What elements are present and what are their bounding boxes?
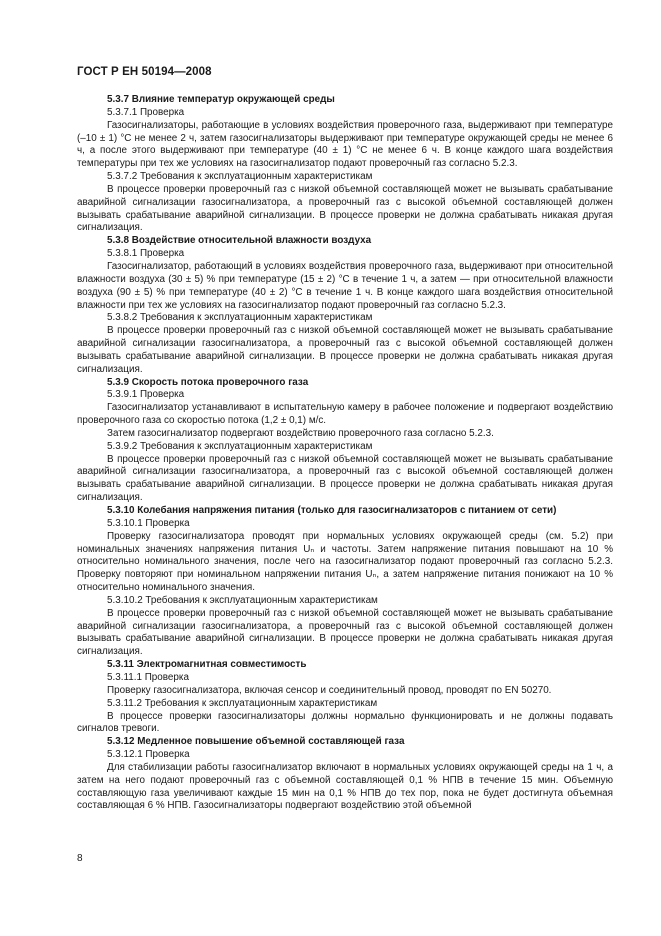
paragraph: 5.3.10.2 Требования к эксплуатационным характеристикам [107,594,378,606]
section-heading: 5.3.11 Электромагнитная совместимость [107,659,307,671]
paragraph: В процессе проверки проверочный газ с низкой объемной составляющей может не вызывать срабатывание аварийной сигнализации газосигнализатора, а проверочный газ с высокой объемной составляющей должен вызывать срабатывание аварийной сигнализации. В процессе проверки не должна срабатывать никакая другая сигнализация. [77,183,613,234]
section-heading: 5.3.8 Воздействие относительной влажности воздуха [107,235,372,247]
document-body [77,94,613,813]
paragraph: В процессе проверки газосигнализаторы должны нормально функционировать и не должны подавать сигналов тревоги. [77,710,613,735]
paragraph: 5.3.12.1 Проверка [107,749,190,761]
section-heading: 5.3.10 Колебания напряжения питания (только для газосигнализаторов с питанием от сети) [107,505,557,516]
paragraph: Проверку газосигнализатора проводят при нормальных условиях окружающей среды (см. 5.2) при номинальных значениях напряжения питания Uₙ и частоты. Затем напряжение питания повышают на 10 % относительно номинального значения, после чего на газосигнализатор подают проверочный газ согласно 5.2.3. Проверку повторяют при номинальном напряжении питания Uₙ, а затем напряжение питания понижают на 10 % относительно номинального значения. [77,530,613,594]
paragraph: 5.3.9.1 Проверка [107,389,185,401]
paragraph: 5.3.9.2 Требования к эксплуатационным характеристикам [107,440,373,452]
paragraph: Газосигнализатор, работающий в условиях воздействия проверочного газа, выдерживают при относительной влажности воздуха (30 ± 5) % при температуре (15 ± 2) °С в течение 1 ч, а затем — при относительной влажности воздуха (90 ± 5) % при температуре (40 ± 2) °С в течение 1 ч. В конце каждого шага воздействия относительной влажности при тех же условиях на газосигнализатор подают проверочный газ согласно 5.2.3. [77,260,613,311]
paragraph: Газосигнализатор устанавливают в испытательную камеру в рабочее положение и подвергают воздействию проверочного газа со скоростью потока (1,2 ± 0,1) м/с. [77,402,613,427]
section-heading: 5.3.12 Медленное повышение объемной составляющей газа [107,736,405,748]
paragraph: 5.3.11.2 Требования к эксплуатационным характеристикам [107,697,378,709]
paragraph: В процессе проверки проверочный газ с низкой объемной составляющей может не вызывать срабатывание аварийной сигнализации газосигнализатора, а проверочный газ с высокой объемной составляющей должен вызывать срабатывание аварийной сигнализации. В процессе проверки не должна срабатывать никакая другая сигнализация. [77,607,613,658]
paragraph: Для стабилизации работы газосигнализатор включают в нормальных условиях окружающей среды на 1 ч, а затем на него подают проверочный газ с объемной составляющей 0,1 % НПВ в течение 15 мин. Объемную составляющую газа увеличивают каждые 15 мин на 0,1 % НПВ до тех пор, пока не будет достигнута объемная составляющая 6 % НПВ. Газосигнализаторы подвергают воздействию этой объемной [77,761,613,812]
paragraph: Затем газосигнализатор подвергают воздействию проверочного газа согласно 5.2.3. [107,427,494,439]
paragraph: В процессе проверки проверочный газ с низкой объемной составляющей может не вызывать срабатывание аварийной сигнализации газосигнализатора, а проверочный газ с высокой объемной составляющей должен вызывать срабатывание аварийной сигнализации. В процессе проверки не должна срабатывать никакая другая сигнализация. [77,325,613,375]
paragraph: 5.3.7.1 Проверка [107,106,185,118]
document-header: ГОСТ Р ЕН 50194—2008 [77,66,212,78]
paragraph: 5.3.8.2 Требования к эксплуатационным характеристикам [107,312,373,324]
paragraph: 5.3.10.1 Проверка [107,517,190,529]
paragraph: В процессе проверки проверочный газ с низкой объемной составляющей может не вызывать срабатывание аварийной сигнализации газосигнализатора, а проверочный газ с высокой объемной составляющей должен вызывать срабатывание аварийной сигнализации. В процессе проверки не должна срабатывать никакая другая сигнализация. [77,453,613,504]
paragraph: 5.3.8.1 Проверка [107,248,185,260]
paragraph: Газосигнализаторы, работающие в условиях воздействия проверочного газа, выдерживают при температуре (–10 ± 1) °С не менее 2 ч, затем газосигнализаторы выдерживают при температуре окружающей среды не менее 6 ч, а после этого выдерживают при температуре (40 ± 1) °С не менее 6 ч. В конце каждого шага воздействия температуры при тех же условиях на газосигнализатор подают проверочный газ согласно 5.2.3. [77,119,613,170]
paragraph: 5.3.7.2 Требования к эксплуатационным характеристикам [107,171,373,183]
section-heading: 5.3.9 Скорость потока проверочного газа [107,376,309,388]
paragraph: 5.3.11.1 Проверка [107,671,189,683]
paragraph: Проверку газосигнализатора, включая сенсор и соединительный провод, проводят по EN 50270. [107,684,552,696]
page-number: 8 [77,853,83,864]
section-heading: 5.3.7 Влияние температур окружающей среды [107,94,335,105]
